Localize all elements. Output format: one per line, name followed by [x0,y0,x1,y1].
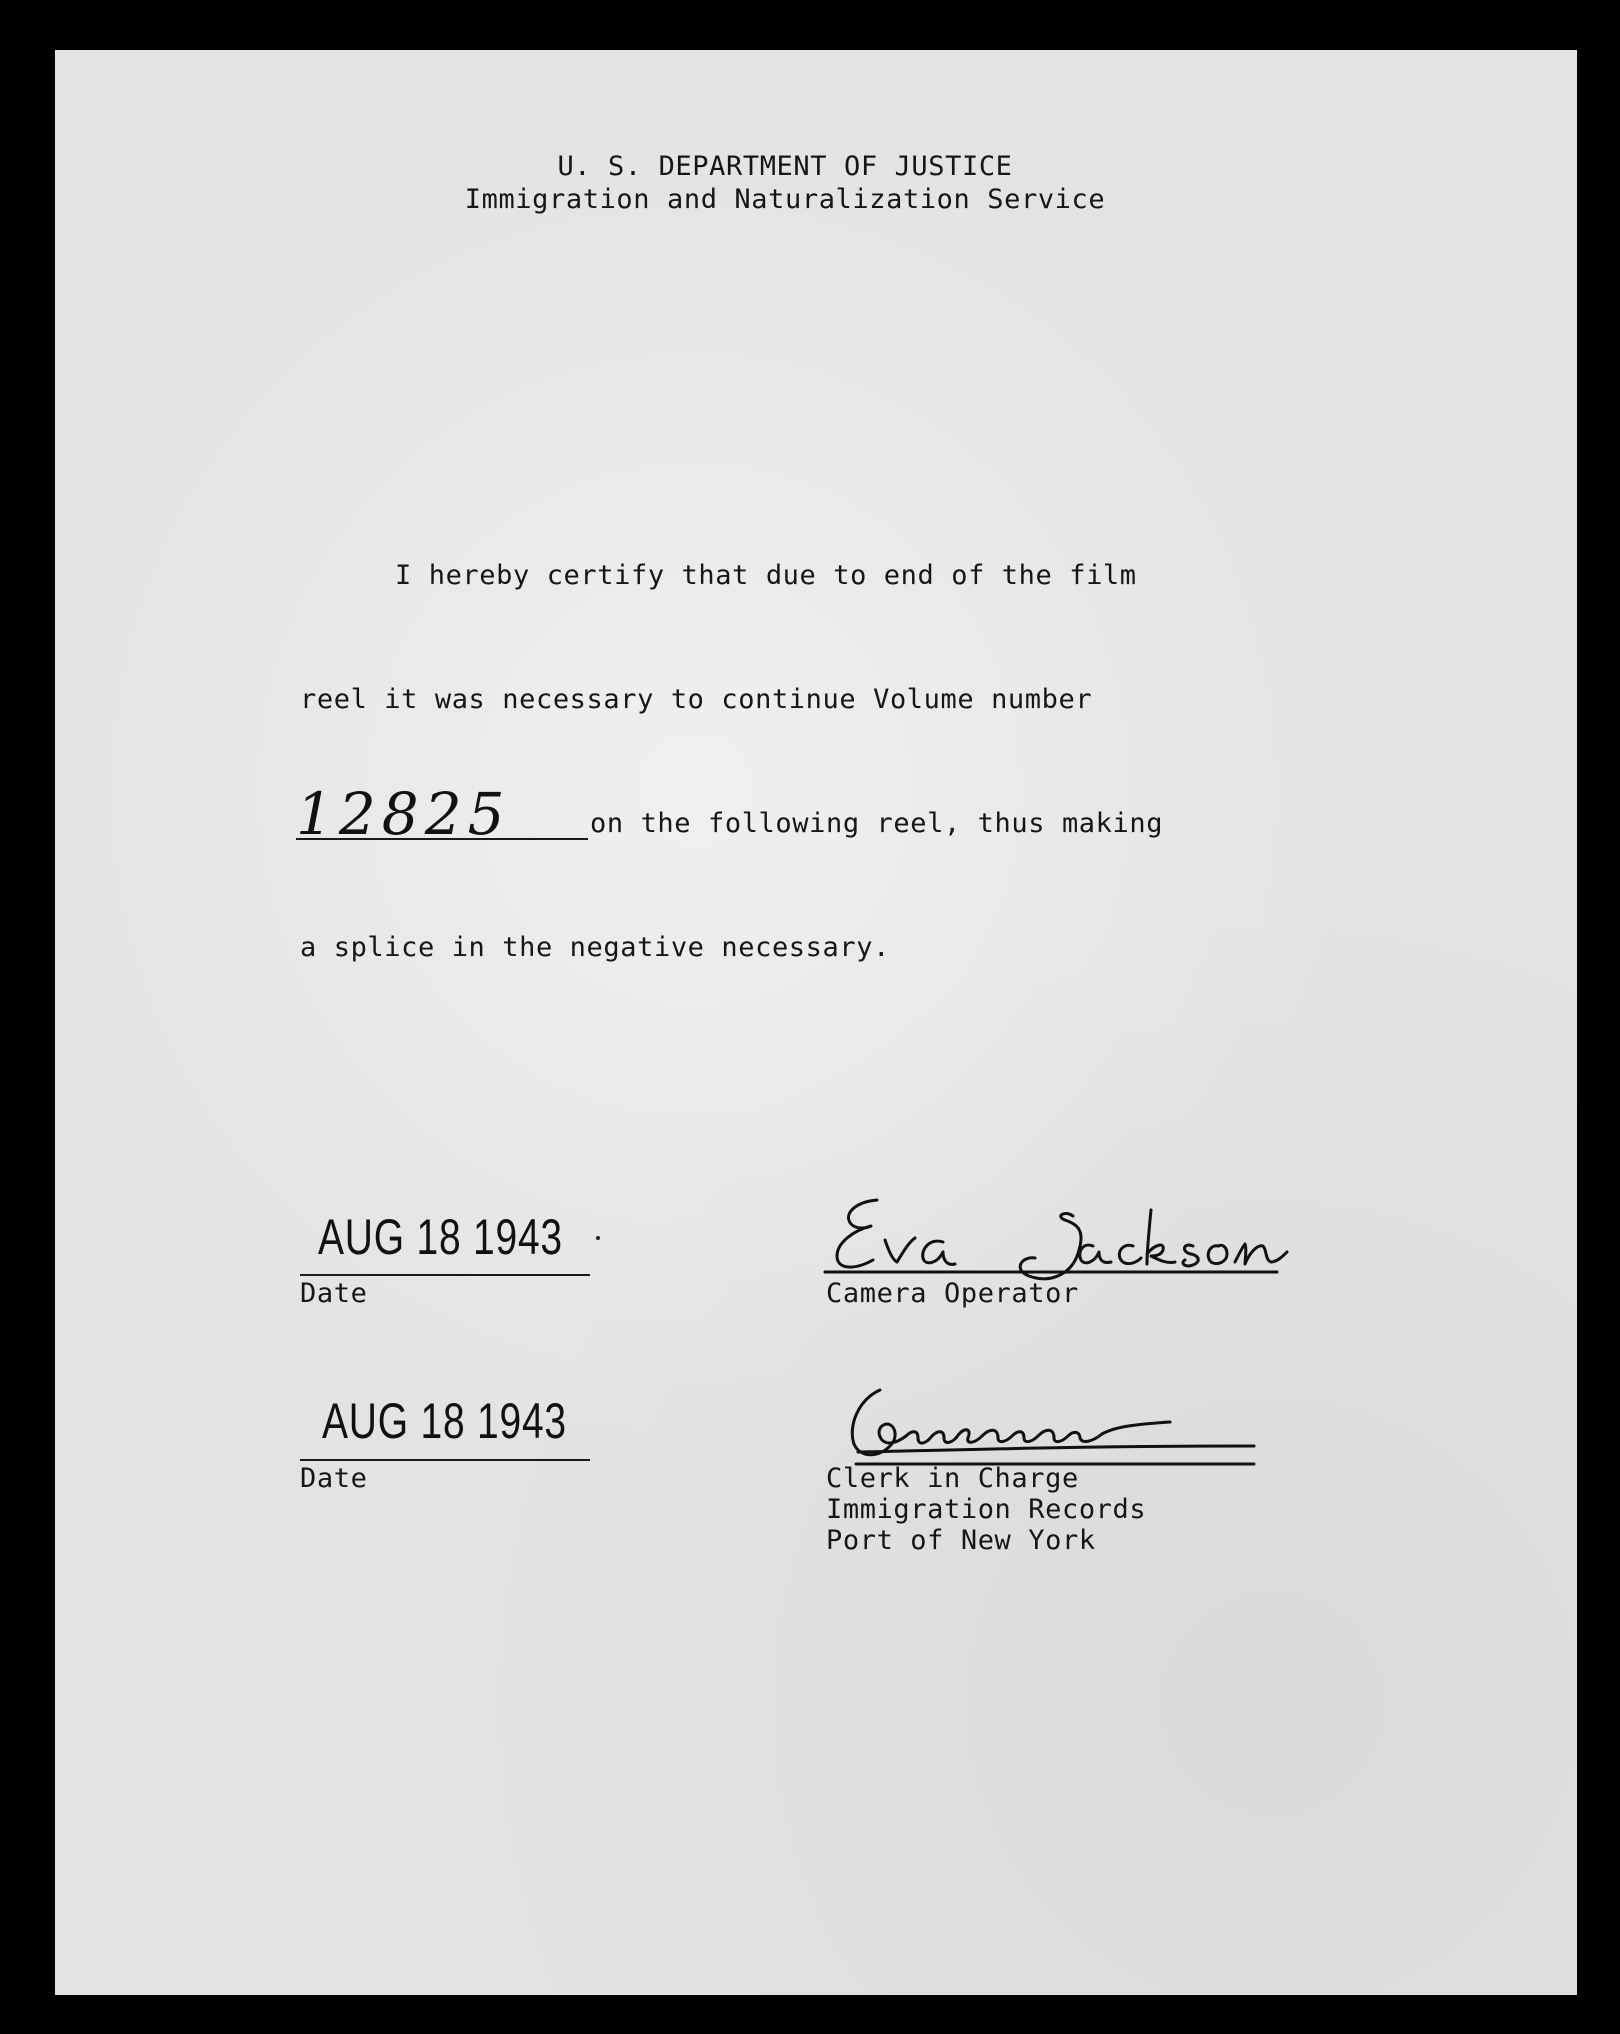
volume-number-underline [296,838,588,840]
ink-dot [596,1236,600,1240]
volume-number-handwritten: 12825 [296,780,511,848]
service-heading: Immigration and Naturalization Service [464,184,1106,215]
date-stamp-2: AUG 18 1943 [322,1393,567,1449]
certification-line-4: a splice in the negative necessary. [300,932,890,963]
role-label-immigration-records: Immigration Records [826,1494,1147,1525]
role-label-port: Port of New York [826,1525,1096,1556]
date-line-2 [300,1459,590,1461]
role-label-clerk: Clerk in Charge [826,1463,1079,1494]
date-stamp-1: AUG 18 1943 [318,1209,563,1265]
role-label-camera-operator: Camera Operator [826,1278,1079,1309]
department-heading: U. S. DEPARTMENT OF JUSTICE [557,151,1013,182]
certification-line-3: on the following reel, thus making [590,808,1164,839]
certification-line-2: reel it was necessary to continue Volume number [300,684,1093,715]
date-label-1: Date [300,1278,368,1309]
certification-line-1: I hereby certify that due to end of the film [395,560,1137,591]
camera-operator-signature [815,1180,1305,1290]
date-label-2: Date [300,1463,368,1494]
document-page [55,50,1577,1995]
date-line-1 [300,1274,590,1276]
